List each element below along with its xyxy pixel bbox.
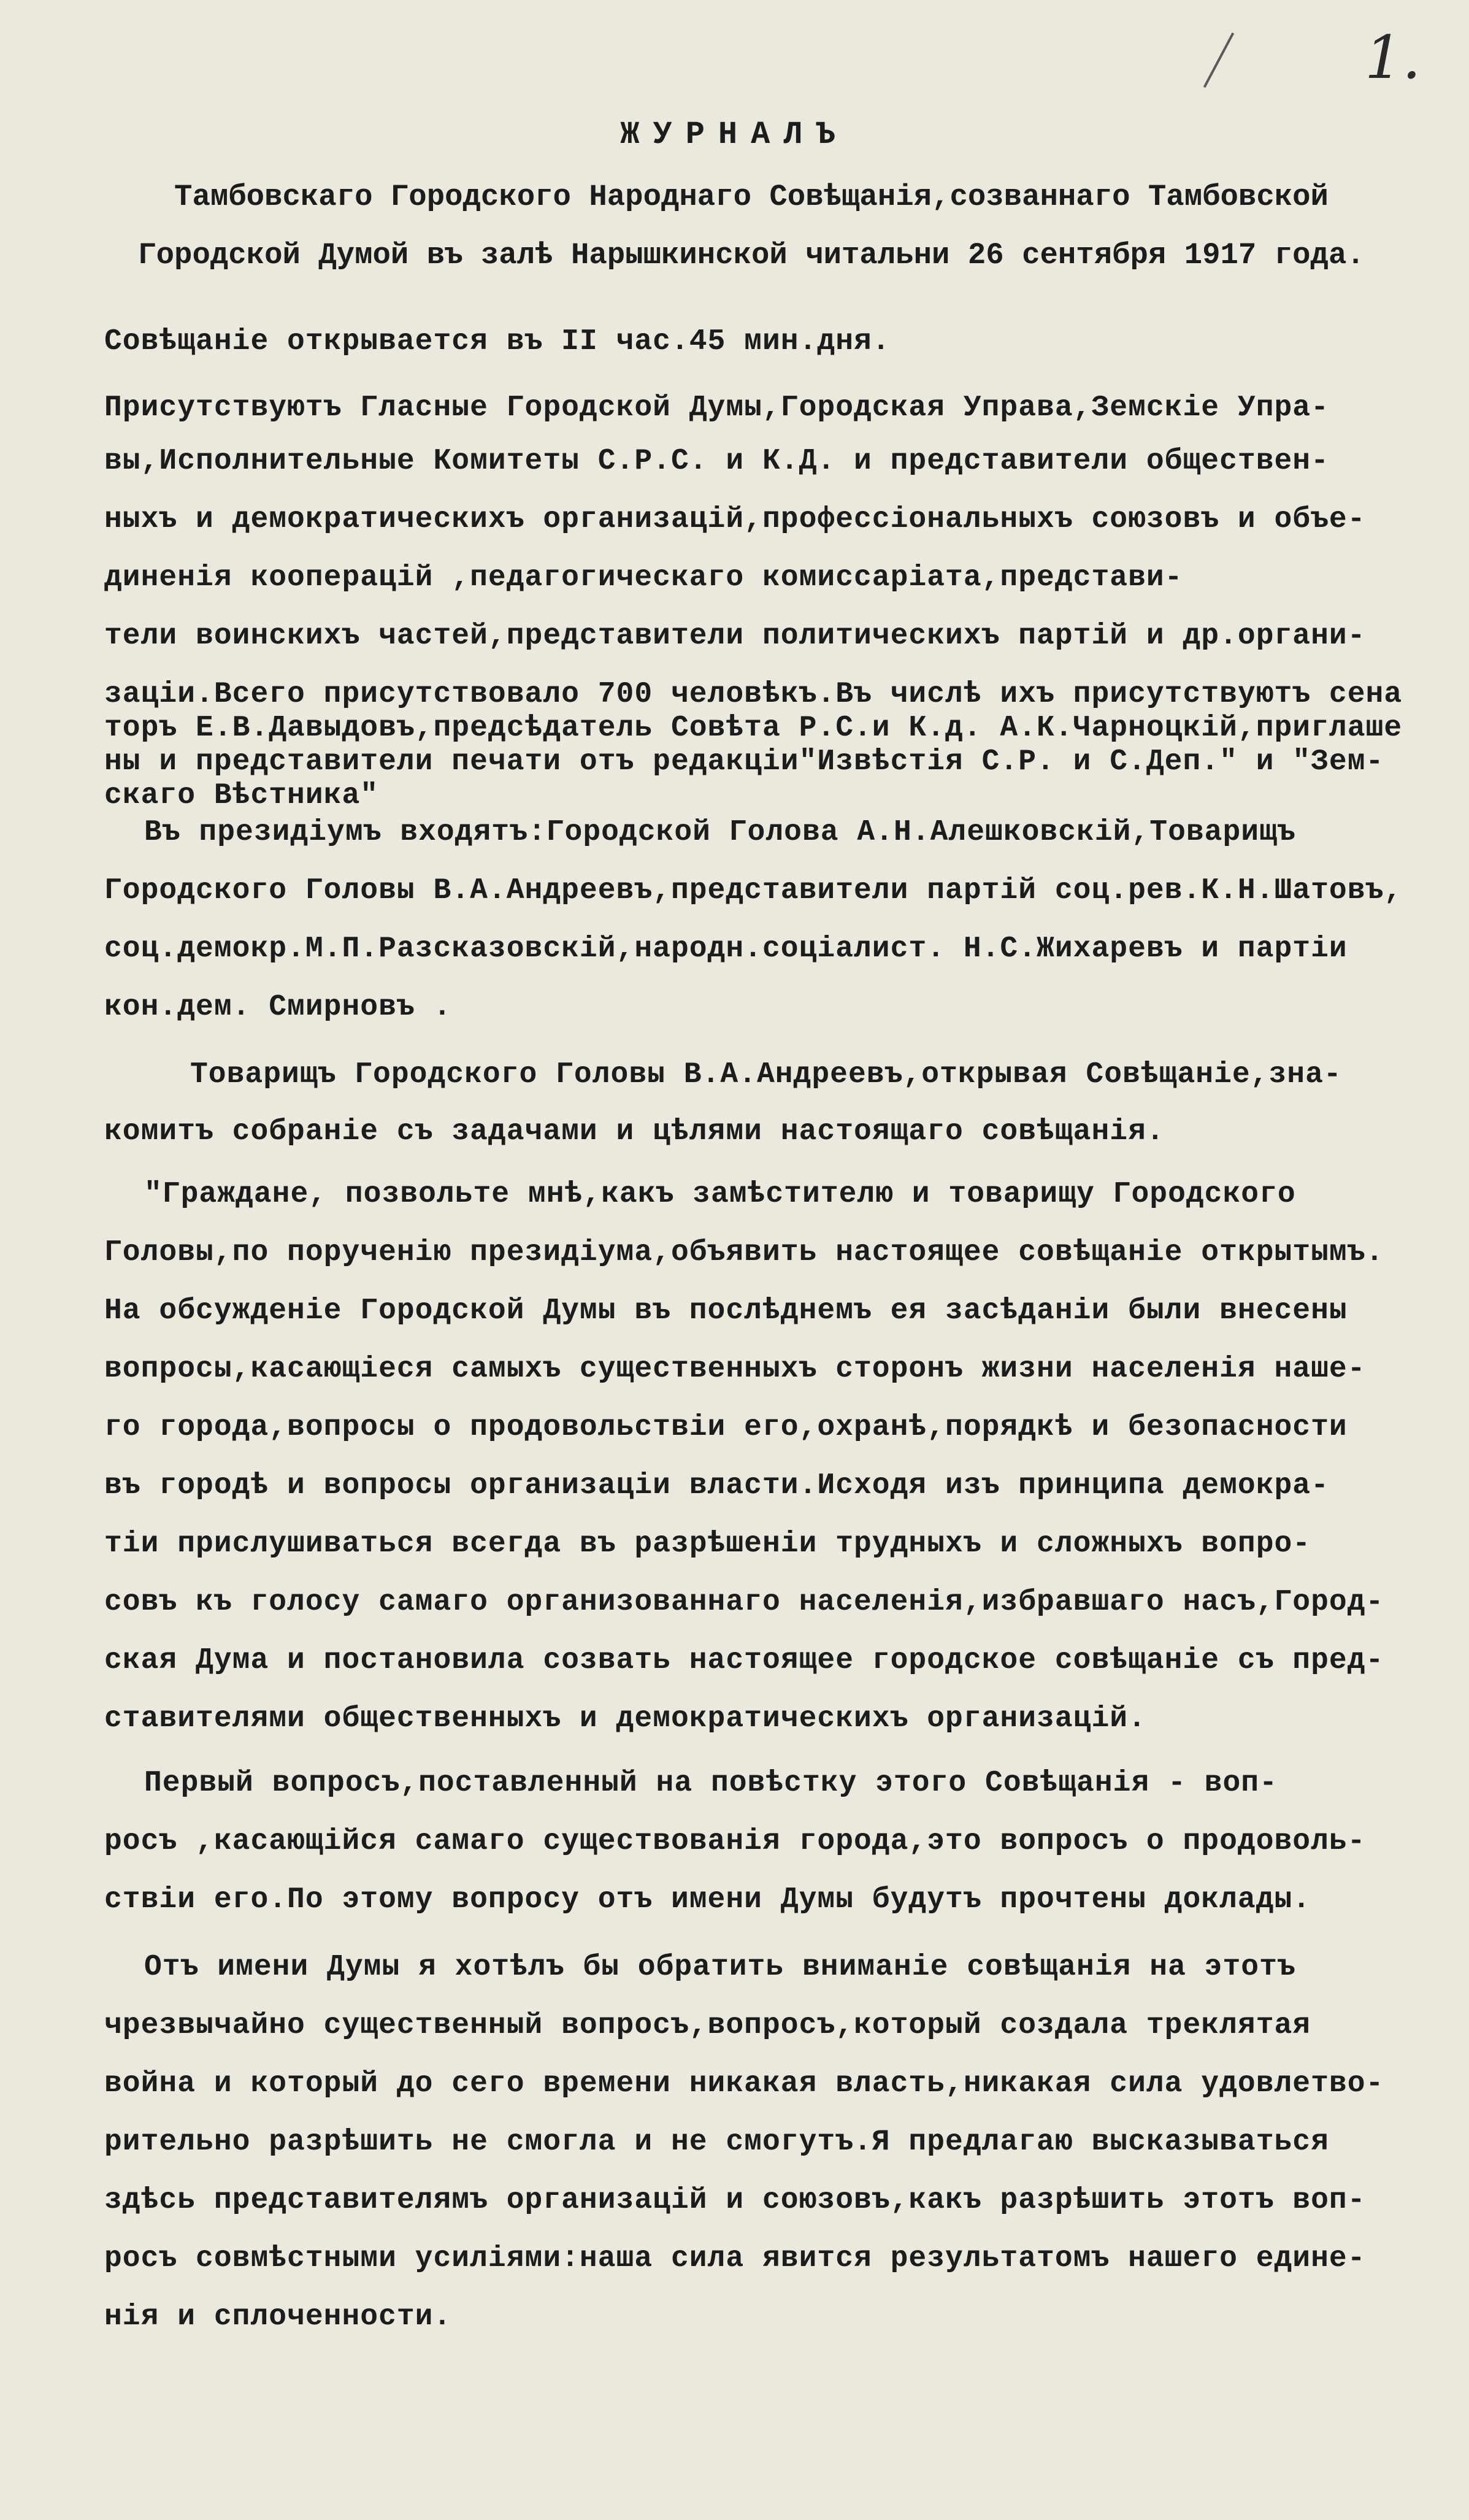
body-line: соц.демокр.М.П.Разсказовскій,народн.соціалист. Н.С.Жихаревъ и партіи	[104, 932, 1348, 966]
document-heading-line: Тамбовскаго Городского Народнаго Совѣщанія,созваннаго Тамбовской	[174, 180, 1329, 214]
body-line: го города,вопросы о продовольствіи его,охранѣ,порядкѣ и безопасности	[104, 1411, 1348, 1444]
body-line: ская Дума и постановила созвать настоящее городское совѣщаніе съ пред-	[104, 1644, 1384, 1677]
body-line: заціи.Всего присутствовало 700 человѣкъ.Въ числѣ ихъ присутствуютъ сена	[104, 678, 1403, 711]
body-line: въ городѣ и вопросы организаціи власти.Исходя изъ принципа демокра-	[104, 1469, 1329, 1502]
body-line: На обсужденіе Городской Думы въ послѣднемъ ея засѣданіи были внесены	[104, 1294, 1348, 1327]
body-line: чрезвычайно существенный вопросъ,вопросъ,который создала треклятая	[104, 2009, 1311, 2042]
body-line: тіи прислушиваться всегда въ разрѣшеніи трудныхъ и сложныхъ вопро-	[104, 1527, 1311, 1561]
body-line: росъ ,касающійся самаго существованія города,это вопросъ о продоволь-	[104, 1825, 1366, 1858]
body-line: Совѣщаніе открывается въ II час.45 мин.дня.	[104, 325, 891, 358]
body-line: нія и сплоченности.	[104, 2300, 452, 2334]
body-line: скаго Вѣстника"	[104, 779, 379, 812]
body-line: вы,Исполнительные Комитеты С.Р.С. и К.Д. и представители обществен-	[104, 445, 1329, 478]
body-line: диненія кооперацій ,педагогическаго комиссаріата,представи-	[104, 561, 1183, 594]
body-line: тели воинскихъ частей,представители политическихъ партій и др.органи-	[104, 620, 1366, 653]
body-line: ствіи его.По этому вопросу отъ имени Думы будутъ прочтены доклады.	[104, 1883, 1311, 1916]
body-line: Городского Головы В.А.Андреевъ,представители партій соц.рев.К.Н.Шатовъ,	[104, 874, 1403, 907]
body-line: росъ совмѣстными усиліями:наша сила явится результатомъ нашего едине-	[104, 2242, 1366, 2275]
body-line: "Граждане, позвольте мнѣ,какъ замѣстителю и товарищу Городского	[144, 1178, 1296, 1211]
document-heading-line: Городской Думой въ залѣ Нарышкинской читальни 26 сентября 1917 года.	[138, 238, 1365, 272]
body-line: торъ Е.В.Давыдовъ,предсѣдатель Совѣта Р.С.и К.д. А.К.Чарноцкій,приглаше	[104, 712, 1403, 745]
body-line: совъ къ голосу самаго организованнаго населенія,избравшаго насъ,Город-	[104, 1586, 1384, 1619]
body-line: вопросы,касающіеся самыхъ существенныхъ сторонъ жизни населенія наше-	[104, 1353, 1366, 1386]
body-line: кон.дем. Смирновъ .	[104, 991, 452, 1024]
body-line: ставителями общественныхъ и демократическихъ организацій.	[104, 1702, 1146, 1735]
pencil-mark	[1203, 33, 1234, 88]
body-line: здѣсь представителямъ организацій и союзовъ,какъ разрѣшить этотъ воп-	[104, 2184, 1366, 2217]
body-line: комитъ собраніе съ задачами и цѣлями настоящаго совѣщанія.	[104, 1115, 1165, 1148]
body-line: Головы,по порученію президіума,объявить настоящее совѣщаніе открытымъ.	[104, 1236, 1384, 1269]
body-line: война и который до сего времени никакая власть,никакая сила удовлетво-	[104, 2067, 1384, 2100]
body-line: ны и представители печати отъ редакціи"Извѣстія С.Р. и С.Деп." и "Зем-	[104, 745, 1384, 778]
body-line: Первый вопросъ,поставленный на повѣстку этого Совѣщанія - воп-	[144, 1767, 1278, 1800]
body-line: Товарищъ Городского Головы В.А.Андреевъ,открывая Совѣщаніе,зна-	[190, 1058, 1342, 1091]
document-title: ЖУРНАЛЪ	[620, 117, 849, 153]
body-line: ныхъ и демократическихъ организацій,профессіональныхъ союзовъ и объе-	[104, 503, 1366, 536]
body-line: Отъ имени Думы я хотѣлъ бы обратить вниманіе совѣщанія на этотъ	[144, 1951, 1296, 1984]
page-number: 1.	[1365, 23, 1421, 92]
body-line: Присутствуютъ Гласные Городской Думы,Городская Управа,Земскіе Упра-	[104, 391, 1329, 424]
body-line: Въ президіумъ входятъ:Городской Голова А.Н.Алешковскій,Товарищъ	[144, 816, 1296, 849]
body-line: рительно разрѣшить не смогла и не смогутъ.Я предлагаю высказываться	[104, 2126, 1329, 2159]
